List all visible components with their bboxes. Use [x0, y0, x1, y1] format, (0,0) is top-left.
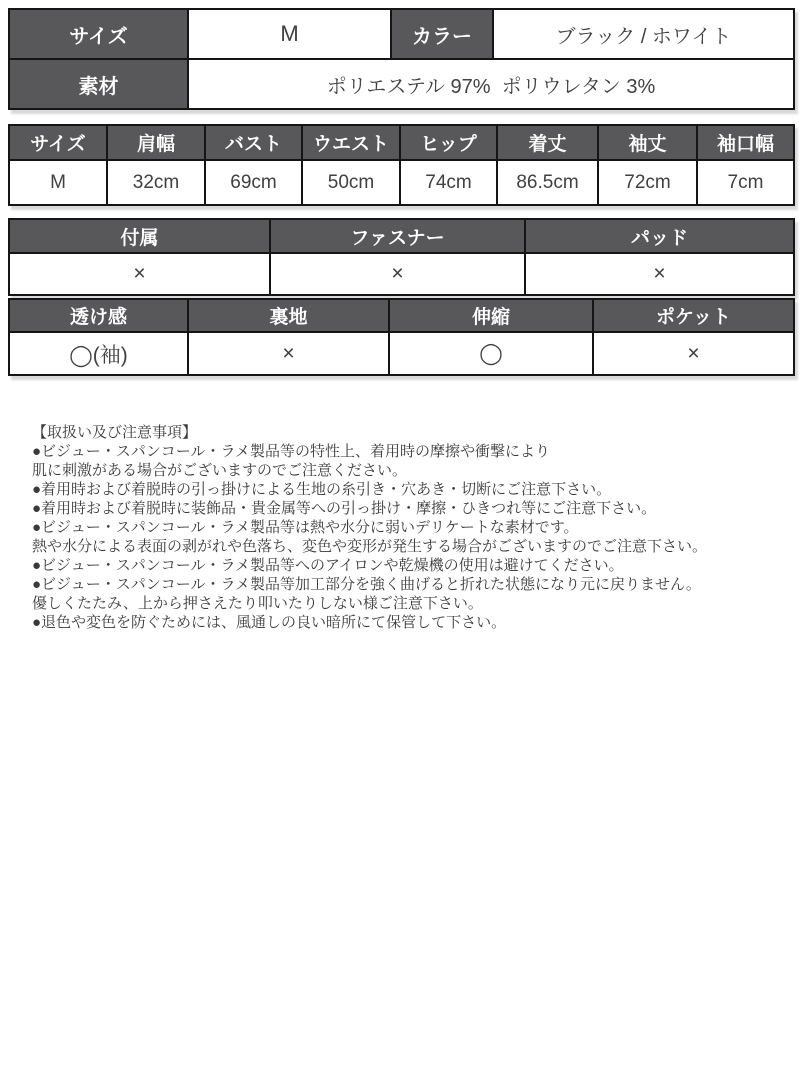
measure-value-sleeve: 72cm — [598, 160, 697, 205]
note-line: ●ビジュー・スパンコール・ラメ製品等の特性上、着用時の摩擦や衝撃により — [32, 443, 551, 460]
measure-value-size: M — [9, 160, 107, 205]
feature-value-pocket: × — [593, 332, 794, 375]
feature-header-sheer: 透け感 — [9, 299, 188, 332]
measure-header-sleeve: 袖丈 — [598, 125, 697, 160]
feature-value-attachment: × — [9, 253, 270, 295]
material-value-cell: ポリエステル 97% ポリウレタン 3% — [188, 59, 794, 109]
measurements-table — [8, 124, 795, 206]
measure-header-length: 着丈 — [497, 125, 598, 160]
feature-header-pad: パッド — [525, 219, 794, 253]
note-line: 熱や水分による表面の剥がれや色落ち、変色や変形が発生する場合がございますのでご注意下さい。 — [32, 538, 708, 555]
measure-value-waist: 50cm — [302, 160, 400, 205]
features1-header-row — [9, 219, 794, 253]
size-value-cell: M — [188, 9, 391, 59]
material-header-cell: 素材 — [9, 59, 188, 109]
feature-header-pocket: ポケット — [593, 299, 794, 332]
note-line: ●ビジュー・スパンコール・ラメ製品等加工部分を強く曲げると折れた状態になり元に戻りません。 — [32, 576, 701, 593]
features2-header-row — [9, 299, 794, 332]
feature-value-zipper: × — [270, 253, 525, 295]
color-value-cell: ブラック / ホワイト — [493, 9, 794, 59]
feature-value-sheer: ◯(袖) — [9, 332, 188, 375]
measure-value-length: 86.5cm — [497, 160, 598, 205]
feature-header-stretch: 伸縮 — [389, 299, 593, 332]
measure-header-bust: バスト — [205, 125, 302, 160]
care-notes-section — [32, 423, 782, 632]
note-line: 優しくたたみ、上から押さえたり叩いたりしない様ご注意下さい。 — [32, 595, 483, 612]
color-header-cell: カラー — [391, 9, 493, 59]
note-line: ●ビジュー・スパンコール・ラメ製品等は熱や水分に弱いデリケートな素材です。 — [32, 519, 579, 536]
measure-value-hip: 74cm — [400, 160, 497, 205]
note-line: ●ビジュー・スパンコール・ラメ製品等へのアイロンや乾燥機の使用は避けてください。 — [32, 557, 624, 574]
feature-header-zipper: ファスナー — [270, 219, 525, 253]
note-line: ●着用時および着脱時に装飾品・貴金属等への引っ掛け・摩擦・ひきつれ等にご注意下さい。 — [32, 500, 657, 517]
note-line: 肌に刺激がある場合がございますのでご注意ください。 — [32, 462, 408, 479]
size-header-cell: サイズ — [9, 9, 188, 59]
material-row — [9, 59, 794, 109]
feature-value-lining: × — [188, 332, 389, 375]
measurements-header-row — [9, 125, 794, 160]
measure-value-shoulder: 32cm — [107, 160, 205, 205]
feature-value-stretch: ◯ — [389, 332, 593, 375]
features-table-fabric — [8, 298, 795, 376]
measure-value-bust: 69cm — [205, 160, 302, 205]
measure-value-cuff: 7cm — [697, 160, 794, 205]
size-color-row — [9, 9, 794, 59]
feature-header-lining: 裏地 — [188, 299, 389, 332]
measure-header-waist: ウエスト — [302, 125, 400, 160]
measurements-value-row — [9, 160, 794, 205]
features2-value-row — [9, 332, 794, 375]
care-notes-title: 【取扱い及び注意事項】 — [32, 424, 198, 441]
note-line: ●退色や変色を防ぐためには、風通しの良い暗所にて保管して下さい。 — [32, 614, 507, 631]
feature-value-pad: × — [525, 253, 794, 295]
measure-header-hip: ヒップ — [400, 125, 497, 160]
feature-header-attachment: 付属 — [9, 219, 270, 253]
measure-header-size: サイズ — [9, 125, 107, 160]
note-line: ●着用時および着脱時の引っ掛けによる生地の糸引き・穴あき・切断にご注意下さい。 — [32, 481, 612, 498]
features1-value-row — [9, 253, 794, 295]
size-color-material-table — [8, 8, 795, 110]
measure-header-cuff: 袖口幅 — [697, 125, 794, 160]
measure-header-shoulder: 肩幅 — [107, 125, 205, 160]
features-table-accessories — [8, 218, 795, 296]
